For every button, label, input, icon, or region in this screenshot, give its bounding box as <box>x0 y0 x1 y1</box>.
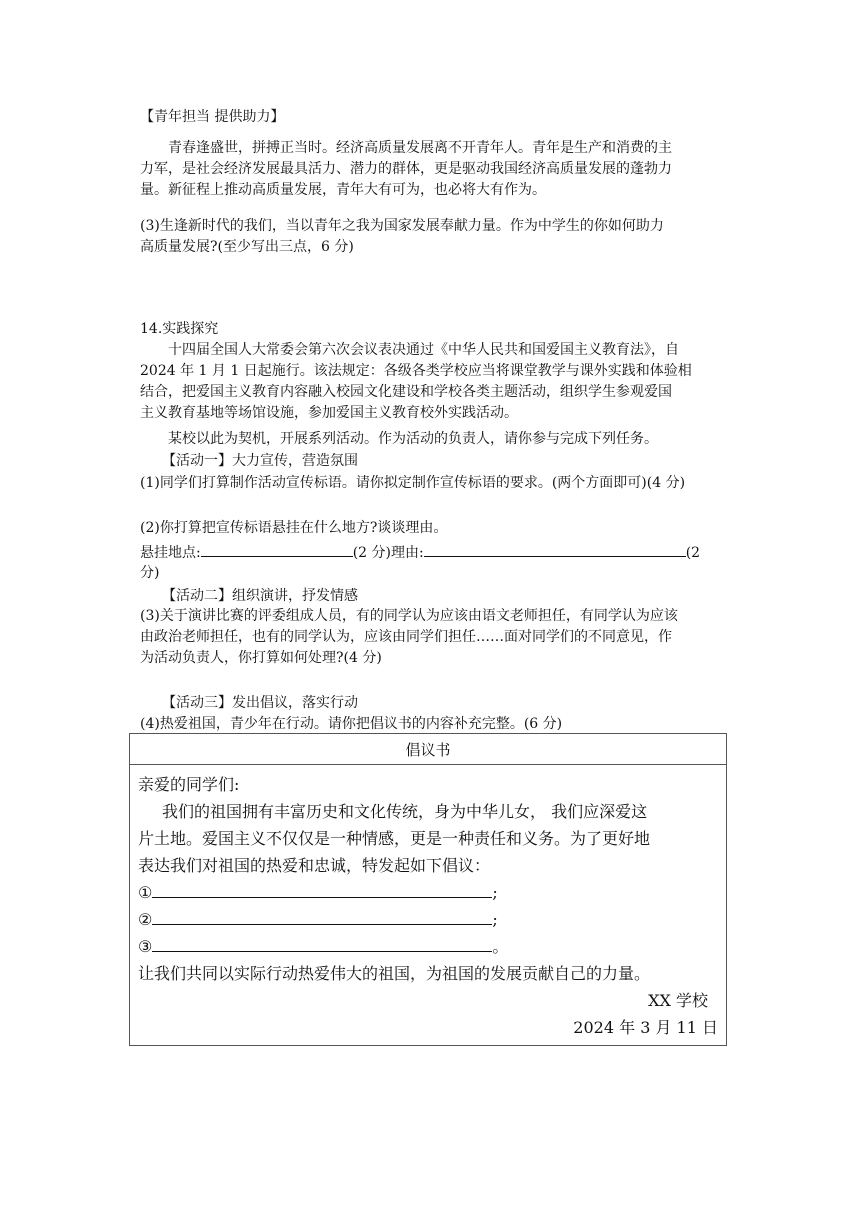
q14-intro-line-1: 十四届全国人大常委会第六次会议表决通过《中华人民共和国爱国主义教育法》，自 <box>168 342 679 358</box>
reason-score-open: (2 <box>685 545 701 561</box>
question-14-title: 14.实践探究 <box>140 321 219 337</box>
item-3-marker: ③ <box>138 937 153 956</box>
proposal-item-3 <box>138 933 718 960</box>
youth-question-3 <box>140 216 740 258</box>
youth-line-1: 青春逢盛世，拼搏正当时。经济高质量发展离不开青年人。青年是生产和消费的主 <box>168 140 672 156</box>
q14-intro <box>140 340 740 424</box>
hang-place-label: 悬挂地点: <box>140 545 201 561</box>
youth-line-2: 力军，是社会经济发展最具活力、潜力的群体，更是驱动我国经济高质量发展的蓬勃力 <box>140 161 672 177</box>
proposal-closing: 让我们共同以实际行动热爱伟大的祖国，为祖国的发展贡献自己的力量。 <box>138 964 651 983</box>
youth-paragraph <box>140 138 740 201</box>
item-2-marker: ② <box>138 910 153 929</box>
proposal-body-line-1: 我们的祖国拥有丰富历史和文化传统，身为中华儿女， 我们应深爱这 <box>162 802 648 821</box>
youth-line-3: 量。新征程上推动高质量发展，青年大有可为，也必将大有作为。 <box>140 182 546 198</box>
activity-3-heading: 【活动三】发出倡议，落实行动 <box>162 695 358 711</box>
q14-q3-line-1: (3)关于演讲比赛的评委组成人员，有的同学认为应该由语文老师担任，有同学认为应该 <box>140 608 678 624</box>
item-1-marker: ① <box>138 883 153 902</box>
q14-question-2: (2)你打算把宣传标语悬挂在什么地方?谈谈理由。 <box>140 520 448 536</box>
q14-q2-answer-line <box>140 541 700 562</box>
proposal-greeting: 亲爱的同学们: <box>138 775 240 794</box>
q14-question-4: (4)热爱祖国，青少年在行动。请你把倡议书的内容补充完整。(6 分) <box>140 716 563 732</box>
proposal-title: 倡议书 <box>130 734 727 765</box>
q14-question-1: (1)同学们打算制作活动宣传标语。请你拟定制作宣传标语的要求。(两个方面即可)(4 分) <box>140 475 686 491</box>
activity-1-heading: 【活动一】大力宣传，营造氛围 <box>162 453 358 469</box>
hang-place-blank[interactable] <box>201 541 353 557</box>
proposal-body <box>130 765 727 1046</box>
item-1-end: ; <box>492 883 498 902</box>
q14-intro-line-2: 2024 年 1 月 1 日起施行。该法规定：各级各类学校应当将课堂教学与课外实践和体验相 <box>140 363 692 379</box>
youth-q3-line-2: 高质量发展?(至少写出三点，6 分) <box>140 239 354 255</box>
hang-place-score: (2 分)理由: <box>352 545 424 561</box>
proposal-item-2 <box>138 906 718 933</box>
reason-score-close: 分) <box>140 565 160 581</box>
item-2-blank[interactable] <box>152 907 492 925</box>
item-2-end: ; <box>492 910 498 929</box>
q14-intro-line-3: 结合，把爱国主义教育内容融入校园文化建设和学校各类主题活动，组织学生参观爱国 <box>140 384 672 400</box>
q14-intro-line-4: 主义教育基地等场馆设施，参加爱国主义教育校外实践活动。 <box>140 405 518 421</box>
q14-q3-line-3: 为活动负责人，你打算如何处理?(4 分) <box>140 650 382 666</box>
activity-2-heading: 【活动二】组织演讲，抒发情感 <box>162 588 358 604</box>
reason-blank[interactable] <box>424 541 686 557</box>
proposal-signature: XX 学校 <box>648 991 708 1010</box>
proposal-body-line-2: 片土地。爱国主义不仅仅是一种情感，更是一种责任和义务。为了更好地 <box>138 829 651 848</box>
proposal-item-1 <box>138 879 718 906</box>
q14-question-3 <box>140 606 740 669</box>
item-1-blank[interactable] <box>152 880 492 898</box>
item-3-blank[interactable] <box>152 934 492 952</box>
item-3-end: 。 <box>492 937 509 956</box>
proposal-body-line-3: 表达我们对祖国的热爱和忠诚，特发起如下倡议： <box>138 856 491 875</box>
proposal-date: 2024 年 3 月 11 日 <box>573 1018 718 1037</box>
proposal-table <box>129 733 727 1046</box>
section-heading-youth: 【青年担当 提供助力】 <box>140 109 285 125</box>
q14-task-line: 某校以此为契机，开展系列活动。作为活动的负责人，请你参与完成下列任务。 <box>168 431 658 447</box>
youth-q3-line-1: (3)生逢新时代的我们，当以青年之我为国家发展奉献力量。作为中学生的你如何助力 <box>140 218 664 234</box>
q14-q3-line-2: 由政治老师担任，也有的同学认为，应该由同学们担任……面对同学们的不同意见，作 <box>140 629 672 645</box>
